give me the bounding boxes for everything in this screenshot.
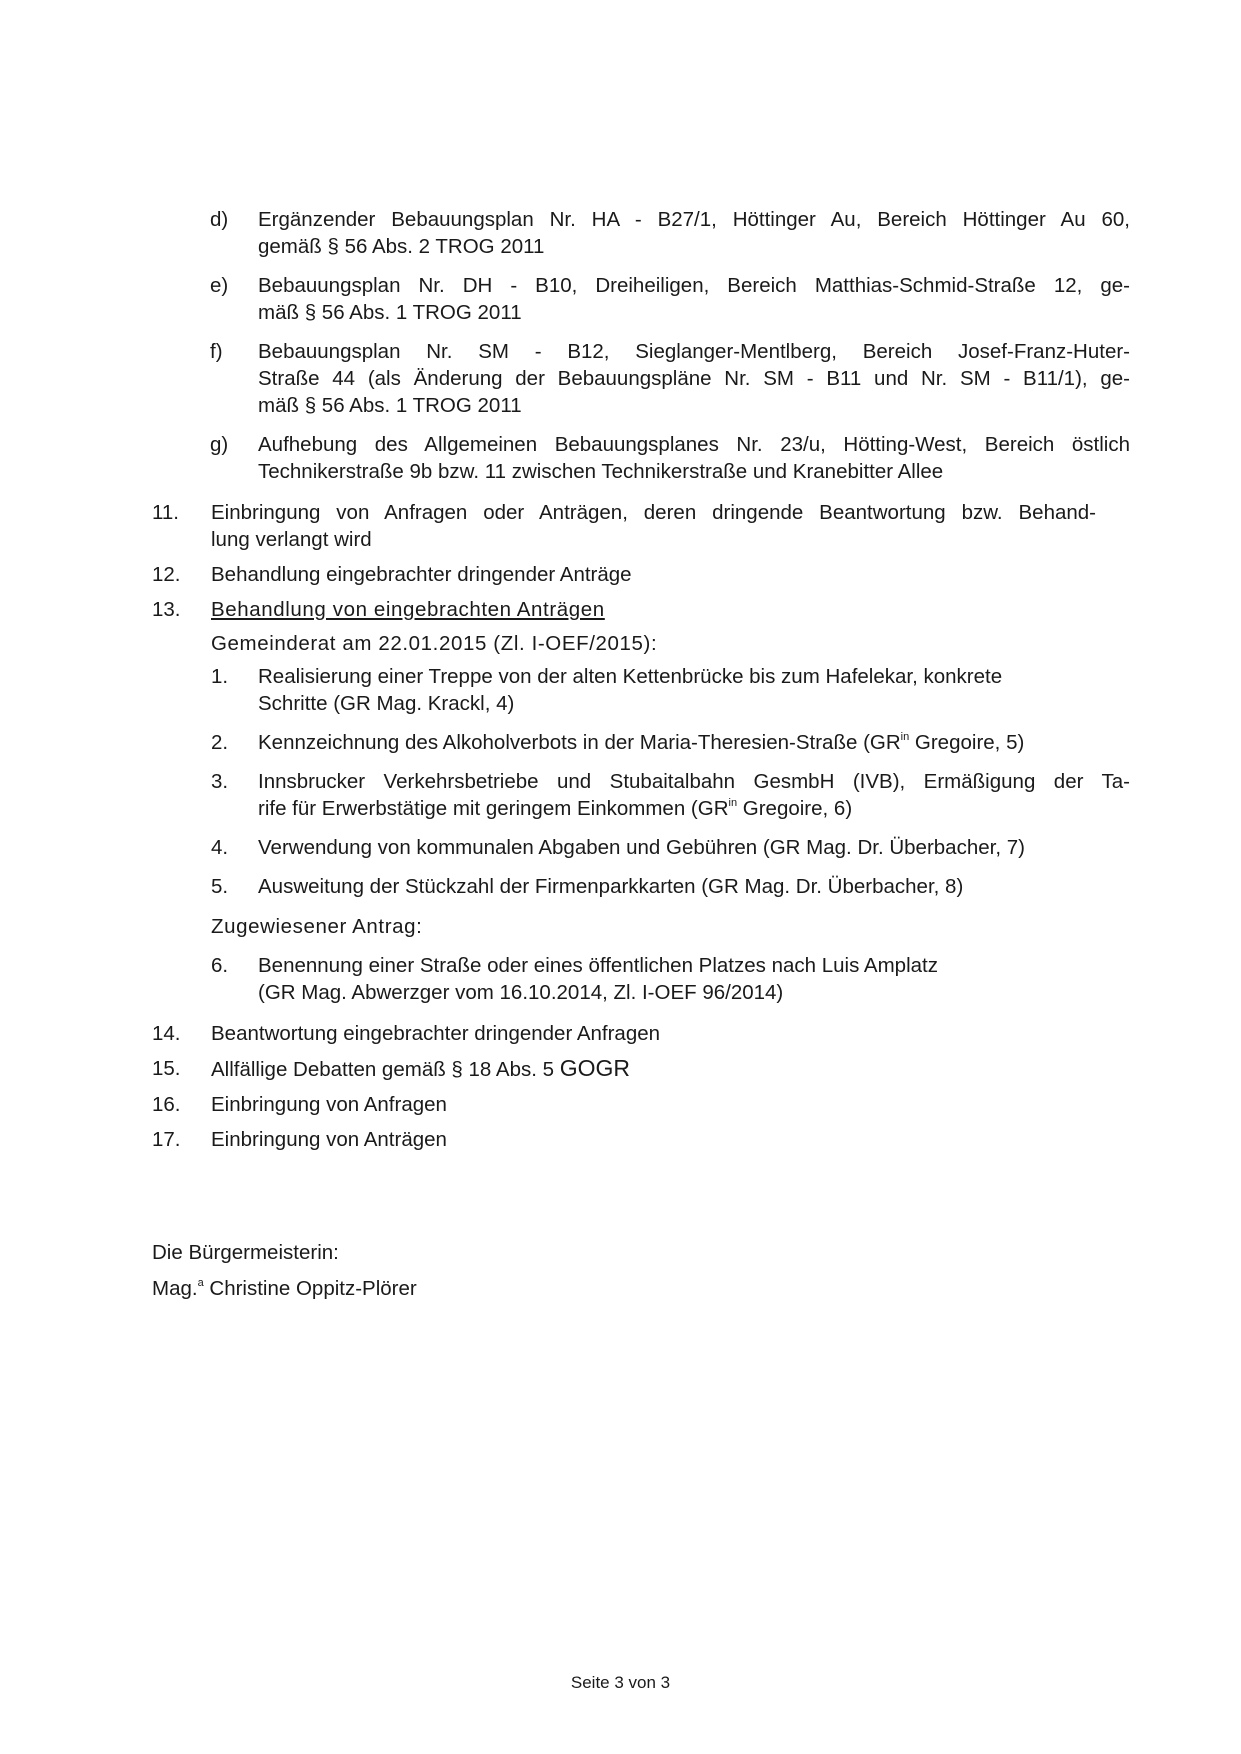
item-text: Bebauungsplan Nr. DH - B10, Dreiheiligen, Bereich Matthias-Schmid-Straße 12, ge- mäß § 56 Abs. 1 TROG 2011 — [258, 274, 1130, 324]
item-text: Ergänzender Bebauungsplan Nr. HA - B27/1, Höttinger Au, Bereich Höttinger Au 60, gemäß § 56 Abs. 2 TROG 2011 — [258, 208, 1130, 258]
item-number: 16. — [152, 1093, 181, 1116]
item-text: Innsbrucker Verkehrsbetriebe und Stubaitalbahn GesmbH (IVB), Ermäßigung der Ta- rife für Erwerbstätige mit geringem Einkommen ($GR^{in}$ Gregoire, 6) — [258, 770, 1130, 820]
item-text: Einbringung von Anträgen — [211, 1128, 447, 1151]
item-number: 1. — [211, 665, 229, 688]
page-footer: Seite 3 von 3 — [570, 1673, 671, 1692]
session-text: Gemeinderat am 22.01.2015 (Zl. I-OEF/2015): — [211, 632, 658, 655]
item-number: 13. — [152, 598, 181, 621]
assigned-heading-text: Zugewiesener Antrag: — [211, 915, 423, 938]
item-text: Behandlung eingebrachter dringender Anträge — [211, 563, 632, 586]
item-text: Allfällige Debatten gemäß § 18 Abs. 5 GOGR — [211, 1055, 630, 1081]
document-page: d) Ergänzender Bebauungsplan Nr. HA - B27/1, Höttinger Au, Bereich Höttinger Au 60, gemäß § 56 Abs. 2 TROG 2011 e) Bebauungsplan Nr. DH - B10, Dreiheiligen, Bereich Matthias-Schmid-Straße 12, ge- mäß § 56 Abs. 1 TROG 2011 f) Bebauungsplan Nr. SM - B12, Sieglanger-Mentlberg, Bereich Josef-Franz-Huter- Straße 44 (als Änderung der Bebauungspläne Nr. SM - B11 und Nr. SM - B11/1), ge- mäß § 56 Abs. 1 TROG 2011 g) Aufhebung des Allgemeinen Bebauungsplanes Nr. 23/u, Hötting-West, Bereich östlich Technikerstraße 9b bzw. 11 zwischen Technikerstraße und Kranebitter Allee 11. Einbringung von Anfragen oder Anträgen, deren dringende Beantwortung bzw. Behand- lung verlangt wird 12. Behandlung eingebrachter dringender Anträge 13. Behandlung von eingebrachten Anträgen Gemeinderat am 22.01.2015 (Zl. I-OEF/2015): 1. Realisierung einer Treppe von der alten Kettenbrücke bis zum Hafelekar, konkrete Schritte (GR Mag. Krackl, 4) 2. Kennzeichnung des Alkoholverbots in der Maria-Theresien-Straße ($GR^{in}$ Gregoire, 5) 3. Innsbrucker Verkehrsbetriebe und Stubaitalbahn GesmbH (IVB), Ermäßigung der Ta- rife für Erwerbstätige mit geringem Einkommen ($GR^{in}$ Gregoire, 6) 4. Verwendung von kommunalen Abgaben und Gebühren (GR Mag. Dr. Überbacher, 7) 5. Ausweitung der Stückzahl der Firmenparkkarten (GR Mag. Dr. Überbacher, 8) Zugewiesener Antrag: 6. Benennung einer Straße oder eines öffentlichen Platzes nach Luis Amplatz (GR Mag. Abwerzger vom 16.10.2014, Zl. I-OEF 96/2014) 14. Beantwortung eingebrachter dringender Anfragen 15. Allfällige Debatten gemäß § 18 Abs. 5 GOGR 16. Einbringung von Anfragen 17. Einbringung von Anträgen Die Bürgermeisterin: Mag.$^a$ Christine Oppitz-Plörer Seite 3 von 3 — [0, 0, 1241, 1754]
item-marker: f) — [210, 340, 223, 363]
item-marker: g) — [210, 433, 229, 456]
item-number: 12. — [152, 563, 181, 586]
item-text: Einbringung von Anfragen oder Anträgen, deren dringende Beantwortung bzw. Behand- lung verlangt wird — [211, 501, 1096, 551]
item-text: Benennung einer Straße oder eines öffentlichen Platzes nach Luis Amplatz (GR Mag. Abwerzger vom 16.10.2014, Zl. I-OEF 96/2014) — [258, 954, 938, 1004]
item-number: 5. — [211, 875, 229, 898]
item-marker: d) — [210, 208, 229, 231]
item-text: Verwendung von kommunalen Abgaben und Gebühren (GR Mag. Dr. Überbacher, 7) — [258, 836, 1025, 859]
item-text: Ausweitung der Stückzahl der Firmenparkkarten (GR Mag. Dr. Überbacher, 8) — [258, 875, 964, 898]
item-number: 3. — [211, 770, 229, 793]
item-number: 17. — [152, 1128, 181, 1151]
item-number: 14. — [152, 1022, 181, 1045]
item-text: Kennzeichnung des Alkoholverbots in der Maria-Theresien-Straße ($GR^{in}$ Gregoire, 5) — [258, 731, 1025, 754]
item-number: 11. — [152, 501, 179, 524]
item-number: 15. — [152, 1057, 181, 1080]
item-text: Aufhebung des Allgemeinen Bebauungsplanes Nr. 23/u, Hötting-West, Bereich östlich Technikerstraße 9b bzw. 11 zwischen Technikerstraße und Kranebitter Allee — [258, 433, 1130, 483]
item-marker: e) — [210, 274, 229, 297]
section-heading: Behandlung von eingebrachten Anträgen — [211, 598, 605, 621]
item-number: 6. — [211, 954, 229, 977]
item-text: Beantwortung eingebrachter dringender Anfragen — [211, 1022, 661, 1045]
item-text: Einbringung von Anfragen — [211, 1093, 447, 1116]
item-text: Realisierung einer Treppe von der alten Kettenbrücke bis zum Hafelekar, konkrete Schritte (GR Mag. Krackl, 4) — [258, 665, 1003, 715]
item-text — [211, 596, 605, 623]
item-number: 4. — [211, 836, 229, 859]
item-number: 2. — [211, 731, 229, 754]
item-text: Bebauungsplan Nr. SM - B12, Sieglanger-Mentlberg, Bereich Josef-Franz-Huter- Straße 44 (als Änderung der Bebauungspläne Nr. SM - B11 und Nr. SM - B11/1), ge- mäß § 56 Abs. 1 TROG 2011 — [258, 340, 1130, 417]
